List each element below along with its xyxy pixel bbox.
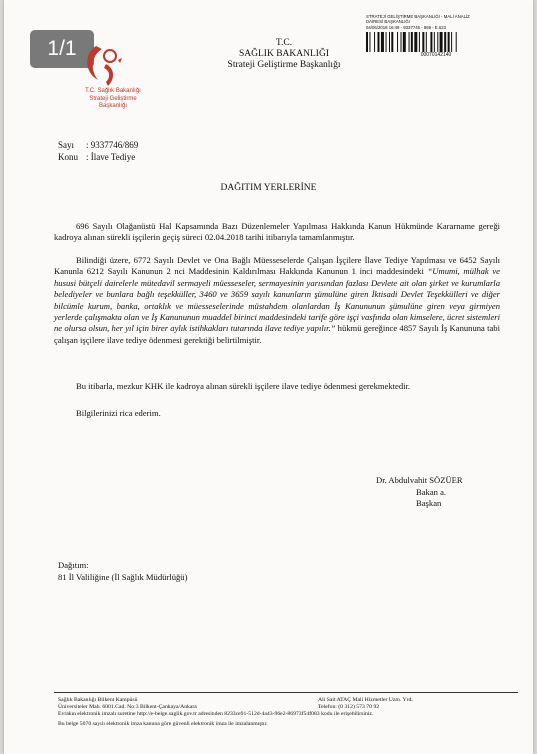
- distribution-item: 81 İl Valiliğine (İl Sağlık Müdürlüğü): [58, 571, 188, 582]
- footer-contact-name: Ali Sait ATAÇ Mali Hizmetler Uzm. Yrd.: [318, 697, 413, 703]
- footer-divider: [54, 692, 518, 693]
- barcode-icon: [366, 32, 506, 52]
- barcode-line-3: 04/06/2018 16:49 - 9337746 - 869 - E.623: [366, 24, 447, 30]
- footer-address-1: Sağlık Bakanlığı Bilkent Kampüsü: [58, 697, 138, 703]
- logo-line-3: Başkanlığı: [98, 103, 128, 109]
- header-ministry: SAĞLIK BAKANLIĞI: [239, 49, 329, 59]
- letterhead: [184, 38, 384, 71]
- konu-value: : İlave Tediye: [86, 152, 136, 162]
- header-tc: T.C.: [275, 38, 293, 48]
- signature-block: [376, 475, 516, 510]
- sayi-value: : 9337746/869: [86, 140, 139, 150]
- paragraph-3-text: Bu itibarla, mezkur KHK ile kadroya alınan sürekli işçilere ilave tediye ödenmesi gerekmektedir.: [76, 381, 411, 391]
- footer-verify-note: Evrakın elektronik imzalı suretine http://e-belge.saglik.gov.tr adresinden 8233ce91-512d-4a43-96e2-86973f54f083 kodu ile erişebilirsiniz.: [58, 711, 374, 718]
- paragraph-3: [54, 381, 500, 392]
- distribution-label: Dağıtım:: [58, 560, 89, 570]
- barcode-line-2: DAİRESİ BAŞKANLIĞI: [366, 19, 410, 25]
- footer: [58, 697, 498, 728]
- footer-address-2: Üniversiteler Mah. 6001.Cad. No:3 Bilkent-Çankaya/Ankara: [58, 704, 197, 711]
- footer-phone: Telefon: (0 312) 573 70 92: [318, 704, 380, 711]
- logo-caption: [58, 88, 168, 111]
- konu-label: Konu: [58, 152, 78, 162]
- barcode-line-1: STRATEJİ GELİŞTİRME BAŞKANLIĞI - MALİ ANALİZ: [366, 14, 470, 19]
- signatory-title-1: Bakan a.: [416, 486, 447, 497]
- footer-esign-note: Bu belge 5070 sayılı elektronik imza kanuna göre güvenli elektronik imza ile imzalanmıştır.: [58, 721, 268, 728]
- paragraph-4: [54, 408, 500, 419]
- header-department: Strateji Geliştirme Başkanlığı: [227, 60, 341, 70]
- logo-line-1: T.C. Sağlık Bakanlığı: [85, 88, 141, 94]
- paragraph-4-text: Bilgilerinizi rica ederim.: [76, 408, 161, 418]
- barcode-number: 00070142140: [420, 52, 452, 59]
- paragraph-1-text: 696 Sayılı Olağanüstü Hal Kapsamında Bazı Düzenlemeler Yapılması Hakkında Kanun Hükmünde Kararname gereği kadroya alınan sürekli işçilerin geçiş süreci 02.04.2018 tarihi itibarıyla tamamlanmıştır.: [54, 221, 500, 243]
- logo-line-2: Strateji Geliştirme: [89, 95, 137, 102]
- paragraph-1: [54, 221, 500, 244]
- document-page: [4, 0, 533, 754]
- distribution-list: [58, 560, 187, 583]
- distribution-title: DAĞITIM YERLERİNE: [220, 183, 317, 193]
- page-counter: 1/1: [30, 30, 94, 68]
- paragraph-2-outro: hükmü gereğince 4857 Sayılı İş Kanununa tabi çalışan işçilere ilave tediye ödenmesi gerektiği belirtilmiştir.: [54, 323, 500, 345]
- paragraph-2: [54, 255, 500, 346]
- paragraph-2-intro: Bilindiği üzere, 6772 Sayılı Devlet ve Ona Bağlı Müesseselerde Çalışan İşçilere İlave Tediye Yapılması ve 6452 Sayılı Kanunla 6212 Sayılı Kanunun 2 nci Maddesinin Kaldırılması Hakkında Kanunun 1 inci maddesindeki: [54, 255, 500, 277]
- barcode-label: [366, 14, 516, 58]
- sayi-label: Sayı: [58, 140, 75, 150]
- law-quote: “Umumi, mülhak ve hususi bütçeli dairelerle mütedavil sermayeli müesseseler, sermayesinin yarısından fazlası Devlete ait olan şirket ve kurumlarla belediyeler ve bunlara bağlı teşekküller, 3460 ve 3659 sayılı kanunların şümulüne giren İktisadi Devlet Teşekkülleri ve diğer bilcümle kurum, banka, ortaklık ve müesseselerinde müstahdem olanlardan İş Kanununun şümulüne giren veya girmiyen yerlerde çalışmakta olan ve İş Kanununun muaddel birinci maddesindeki tarife göre işçi vasfında olan kimselere, ücret sistemleri ne olursa olsun, her yıl için birer aylık istihkakları tutarında ilave tediye yapılır.”: [54, 266, 500, 334]
- signatory-name: Dr. Abdulvahit SÖZÜER: [376, 475, 463, 485]
- signatory-title-2: Başkan: [416, 498, 442, 508]
